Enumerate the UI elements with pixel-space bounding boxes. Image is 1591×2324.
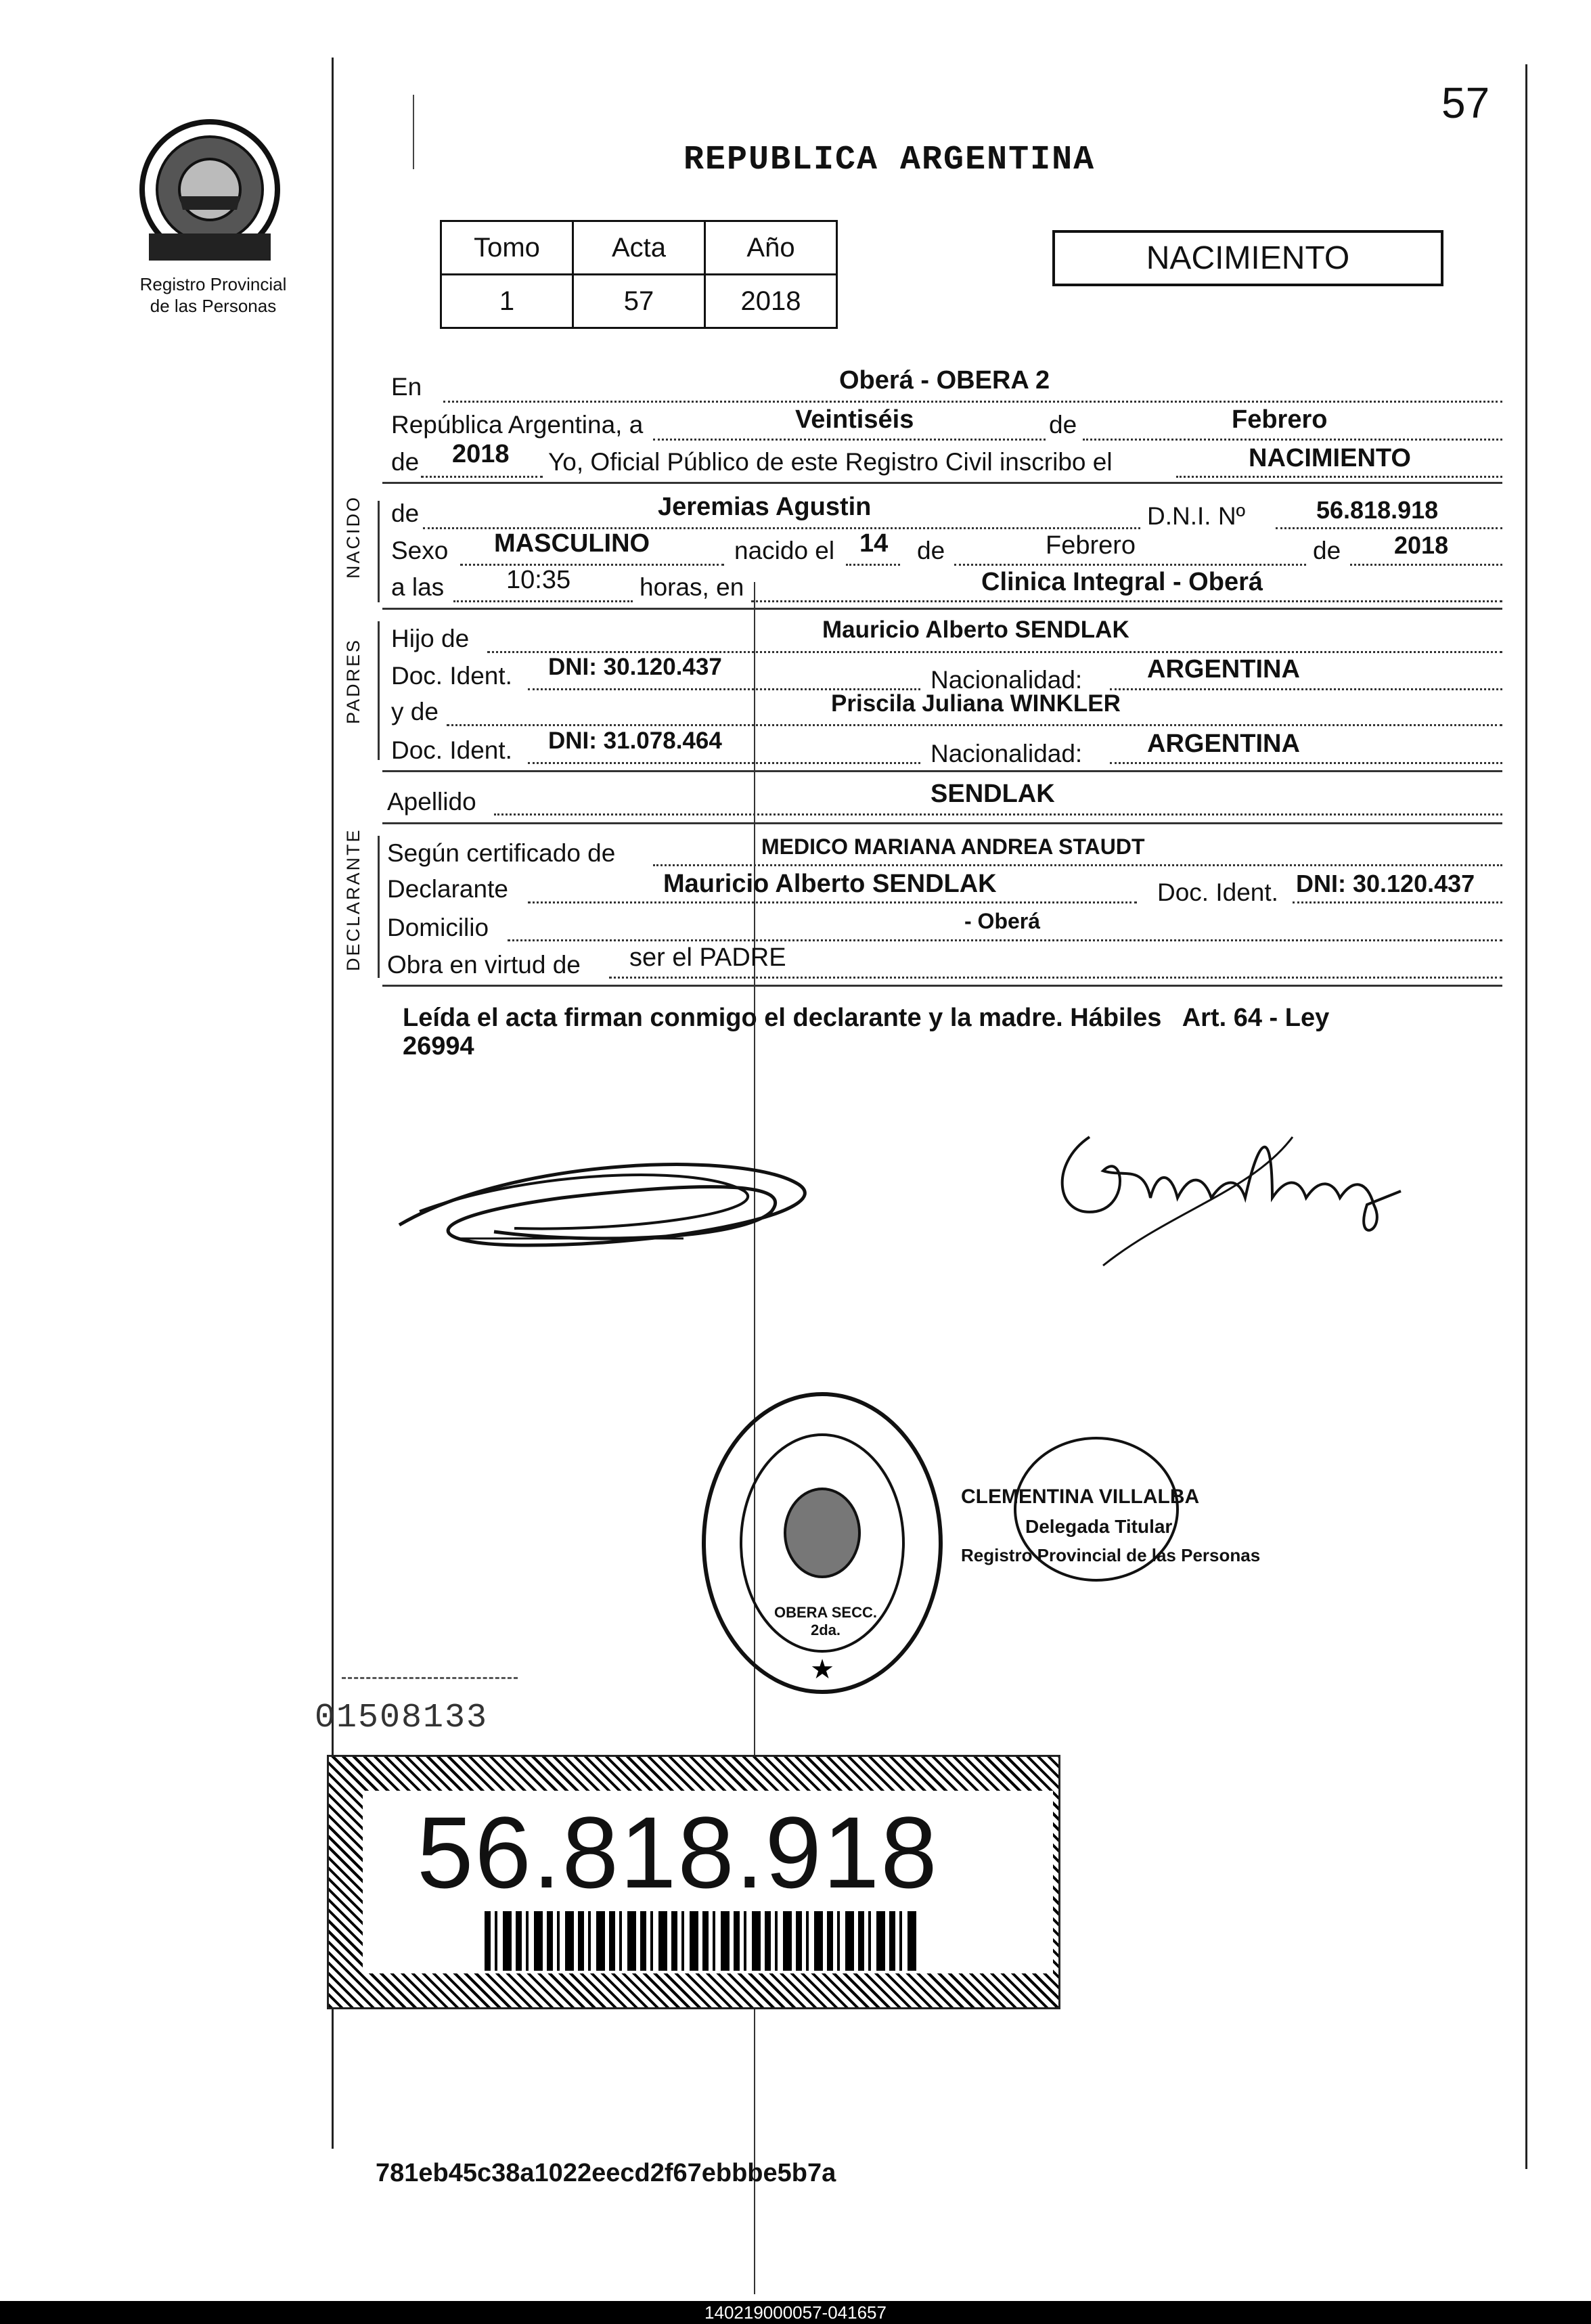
value-padre-nac: ARGENTINA [1147, 655, 1300, 684]
svg-text:★: ★ [810, 1654, 834, 1685]
barcode-number: 56.818.918 [417, 1795, 939, 1909]
label-apellido: Apellido [387, 788, 476, 815]
section-label-declarante: DECLARANTE [343, 828, 363, 971]
closing-text-line2: 26994 [403, 1032, 474, 1060]
value-mes-nac: Febrero [1046, 531, 1136, 560]
country-title: REPUBLICA ARGENTINA [684, 141, 1096, 179]
value-anio-nac: 2018 [1394, 531, 1449, 559]
closing-text-line1: Leída el acta firman conmigo el declarante y la madre. Hábiles Art. 64 - Ley [403, 1004, 1330, 1032]
table-header-anio: Año [705, 221, 837, 275]
dots-declarante [528, 901, 1137, 903]
signature-declarante [393, 1144, 907, 1266]
footer-code: 140219000057-041657 [704, 2302, 887, 2323]
dots-anio [421, 476, 543, 478]
value-tipo: NACIMIENTO [1249, 444, 1411, 472]
label-declarante: Declarante [387, 875, 508, 903]
value-declarante-dni: DNI: 30.120.437 [1296, 870, 1475, 897]
value-sexo: MASCULINO [494, 529, 650, 558]
scan-marks [342, 1677, 518, 1687]
dots-lugar-nac [751, 600, 1502, 602]
dots-en [443, 401, 1502, 403]
value-anio: 2018 [452, 440, 510, 468]
label-republica: República Argentina, a [391, 411, 644, 439]
logo-caption-1: Registro Provincial [139, 274, 287, 294]
page-number: 57 [1441, 79, 1490, 127]
act-type-box [1052, 230, 1443, 286]
label-horas-en: horas, en [640, 573, 744, 601]
dots-dia [653, 439, 1046, 441]
table-value-anio: 2018 [705, 275, 837, 328]
dots-domicilio [508, 939, 1502, 941]
label-de-anio2: de [1313, 537, 1341, 564]
value-dia-nac: 14 [859, 529, 889, 558]
label-sexo: Sexo [391, 537, 449, 564]
label-segun-certificado: Según certificado de [387, 839, 616, 867]
dots-madre-dni [528, 762, 920, 764]
record-table [440, 220, 838, 329]
value-lugar-nac: Clinica Integral - Oberá [981, 568, 1263, 596]
label-de-anio: de [391, 448, 420, 476]
table-header-acta: Acta [573, 221, 705, 275]
signature-oficial [1035, 1096, 1441, 1279]
value-madre-dni: DNI: 31.078.464 [548, 728, 722, 754]
official-stamp [697, 1387, 947, 1699]
dots-dni [1276, 527, 1502, 529]
stamp-official-name: CLEMENTINA VILLALBA [961, 1485, 1200, 1508]
signature-stamp-oval [1008, 1428, 1184, 1590]
barcode-sticker [327, 1755, 1060, 2009]
rule-1 [382, 482, 1502, 484]
label-nacionalidad2: Nacionalidad: [931, 740, 1083, 767]
dots-declarante-dni [1293, 901, 1502, 903]
act-type-label: NACIMIENTO [1146, 240, 1350, 276]
value-madre-nac: ARGENTINA [1147, 730, 1300, 758]
serial-handwritten: 01508133 [315, 1699, 489, 1737]
dots-mes-nac [954, 564, 1306, 566]
label-doc-ident: Doc. Ident. [391, 662, 512, 690]
value-padre: Mauricio Alberto SENDLAK [822, 617, 1129, 643]
value-nombre: Jeremias Agustin [658, 493, 872, 521]
section-bracket-declarante [378, 836, 380, 978]
value-mes: Febrero [1232, 405, 1328, 434]
section-label-padres: PADRES [343, 638, 363, 724]
dots-madre [447, 724, 1502, 726]
label-de-mes2: de [917, 537, 945, 564]
dots-sexo [460, 564, 724, 566]
label-nacionalidad: Nacionalidad: [931, 666, 1083, 694]
label-obra-en-virtud: Obra en virtud de [387, 951, 581, 979]
label-yo-oficial: Yo, Oficial Público de este Registro Civil inscribo el [548, 448, 1113, 476]
barcode-bars [485, 1911, 918, 1971]
label-dni-no: D.N.I. Nº [1147, 502, 1246, 530]
value-hora: 10:35 [506, 566, 571, 594]
dots-dia-nac [846, 564, 900, 566]
dots-hora [453, 600, 633, 602]
value-dni: 56.818.918 [1316, 496, 1439, 524]
stamp-official-role: Delegada Titular [1025, 1516, 1173, 1537]
label-de-mes: de [1049, 411, 1077, 439]
value-apellido: SENDLAK [931, 780, 1055, 808]
rule-3 [382, 770, 1502, 772]
label-doc-ident2: Doc. Ident. [391, 736, 512, 764]
value-padre-dni: DNI: 30.120.437 [548, 654, 722, 680]
dots-tipo [1176, 476, 1502, 478]
rule-4 [382, 822, 1502, 824]
label-a-las: a las [391, 573, 445, 601]
dots-anio-nac [1350, 564, 1502, 566]
footer-bar [0, 2301, 1591, 2324]
document-hash: 781eb45c38a1022eecd2f67ebbbe5b7a [376, 2159, 836, 2187]
label-hijo-de: Hijo de [391, 625, 470, 652]
fold-line-left [413, 95, 414, 169]
table-value-acta: 57 [573, 275, 705, 328]
barcode-inner [363, 1791, 1053, 1973]
label-en: En [391, 373, 422, 401]
dots-mes [1083, 439, 1502, 441]
dots-apellido [494, 813, 1502, 815]
dots-madre-nac [1110, 762, 1502, 764]
right-margin-line [1525, 64, 1527, 2169]
value-dia-texto: Veintiséis [795, 405, 914, 434]
dots-padre-nac [1110, 688, 1502, 690]
section-label-nacido: NACIDO [343, 495, 363, 579]
stamp-official-office: Registro Provincial de las Personas [961, 1545, 1261, 1565]
value-obra-virtud: ser el PADRE [629, 943, 786, 972]
table-value-tomo: 1 [441, 275, 573, 328]
value-madre: Priscila Juliana WINKLER [831, 690, 1121, 717]
table-header-tomo: Tomo [441, 221, 573, 275]
value-declarante: Mauricio Alberto SENDLAK [663, 870, 997, 898]
registry-logo [135, 115, 284, 271]
value-certificado: MEDICO MARIANA ANDREA STAUDT [761, 834, 1145, 859]
value-domicilio: - Oberá [964, 909, 1041, 933]
stamp-inner-text: OBERA SECC. 2da. [774, 1604, 877, 1638]
label-domicilio: Domicilio [387, 914, 489, 941]
label-nacido-el: nacido el [734, 537, 835, 564]
section-bracket-nacido [378, 501, 380, 602]
dots-obra [609, 977, 1502, 979]
label-y-de: y de [391, 698, 439, 725]
value-lugar: Oberá - OBERA 2 [839, 366, 1050, 395]
logo-caption-2: de las Personas [150, 296, 277, 316]
section-bracket-padres [378, 621, 380, 760]
dots-padre [487, 651, 1502, 653]
dots-certificado [653, 864, 1502, 866]
label-doc-ident3: Doc. Ident. [1157, 878, 1278, 906]
rule-5 [382, 985, 1502, 987]
label-de-nombre: de [391, 499, 420, 527]
rule-2 [382, 608, 1502, 610]
